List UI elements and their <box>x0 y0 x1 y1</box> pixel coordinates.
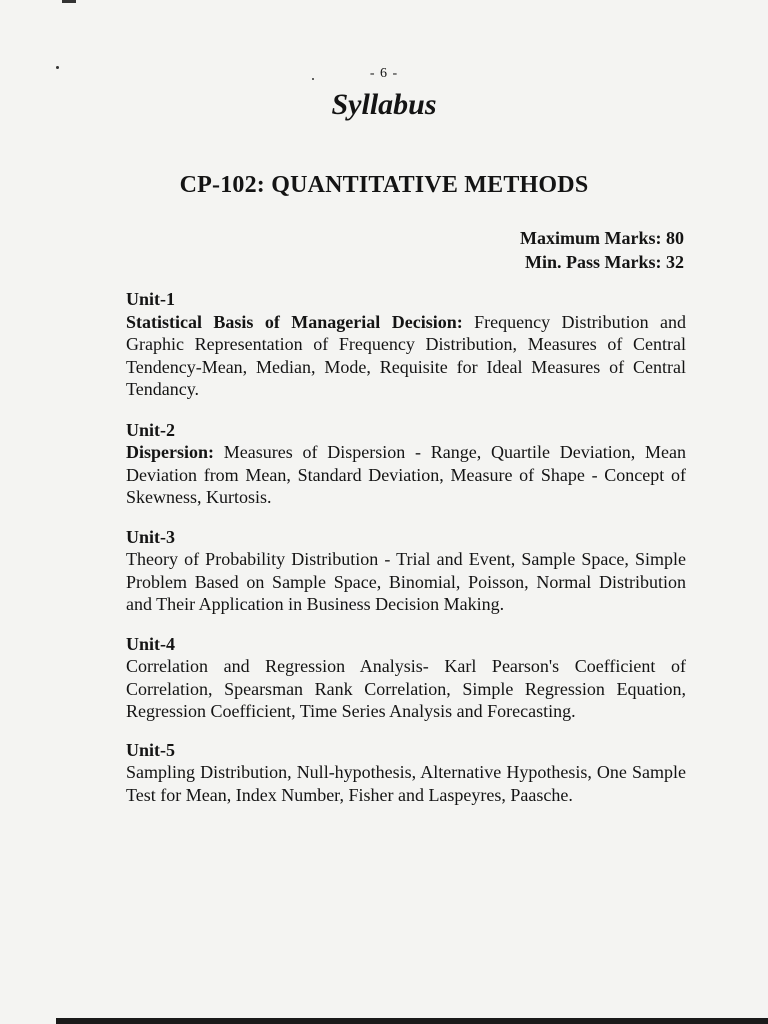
unit-heading: Unit-4 <box>126 633 175 654</box>
unit-5 <box>126 739 686 807</box>
unit-description: Theory of Probability Distribution - Trial and Event, Sample Space, Simple Problem Based on Sample Space, Binomial, Poisson, Normal Distribution and Their Application in Business Decision Making. <box>126 549 686 614</box>
unit-heading: Unit-2 <box>126 419 175 440</box>
maximum-marks: Maximum Marks: 80 <box>520 228 684 248</box>
unit-1 <box>126 288 686 401</box>
unit-3 <box>126 526 686 616</box>
unit-topic-lead: Dispersion: <box>126 442 215 462</box>
unit-heading: Unit-3 <box>126 526 175 547</box>
unit-heading: Unit-5 <box>126 739 175 760</box>
unit-topic-text: Measures of Dispersion - Range, Quartile Deviation, Mean Deviation from Mean, Standard Deviation, Measure of Shape - Concept of Skewness, Kurtosis. <box>126 442 686 507</box>
unit-2 <box>126 419 686 509</box>
unit-topic-lead: Statistical Basis of Managerial Decision: <box>126 311 463 332</box>
unit-description: Correlation and Regression Analysis- Karl Pearson's Coefficient of Correlation, Spearsman Rank Correlation, Simple Regression Equation, Regression Coefficient, Time Series Analysis and Forecasting. <box>126 656 686 721</box>
page-title: Syllabus <box>331 88 437 121</box>
unit-4 <box>126 633 686 723</box>
bottom-border <box>56 1018 768 1024</box>
unit-description <box>126 311 686 401</box>
unit-heading: Unit-1 <box>126 289 175 309</box>
syllabus-content <box>126 288 686 806</box>
unit-description: Sampling Distribution, Null-hypothesis, Alternative Hypothesis, One Sample Test for Mean, Index Number, Fisher and Laspeyres, Paasche. <box>126 762 686 805</box>
min-pass-marks: Min. Pass Marks: 32 <box>525 252 684 272</box>
course-title: CP-102: QUANTITATIVE METHODS <box>179 172 589 198</box>
page-number: - 6 - <box>369 66 399 81</box>
scan-mark <box>62 0 76 3</box>
unit-topic-text: Frequency Distribution and Graphic Representation of Frequency Distribution, Measures of Central Tendency-Mean, Median, Mode, Requisite for Ideal Measures of Central Tendancy. <box>126 311 686 399</box>
unit-description <box>126 441 686 509</box>
marks-block <box>520 226 684 274</box>
